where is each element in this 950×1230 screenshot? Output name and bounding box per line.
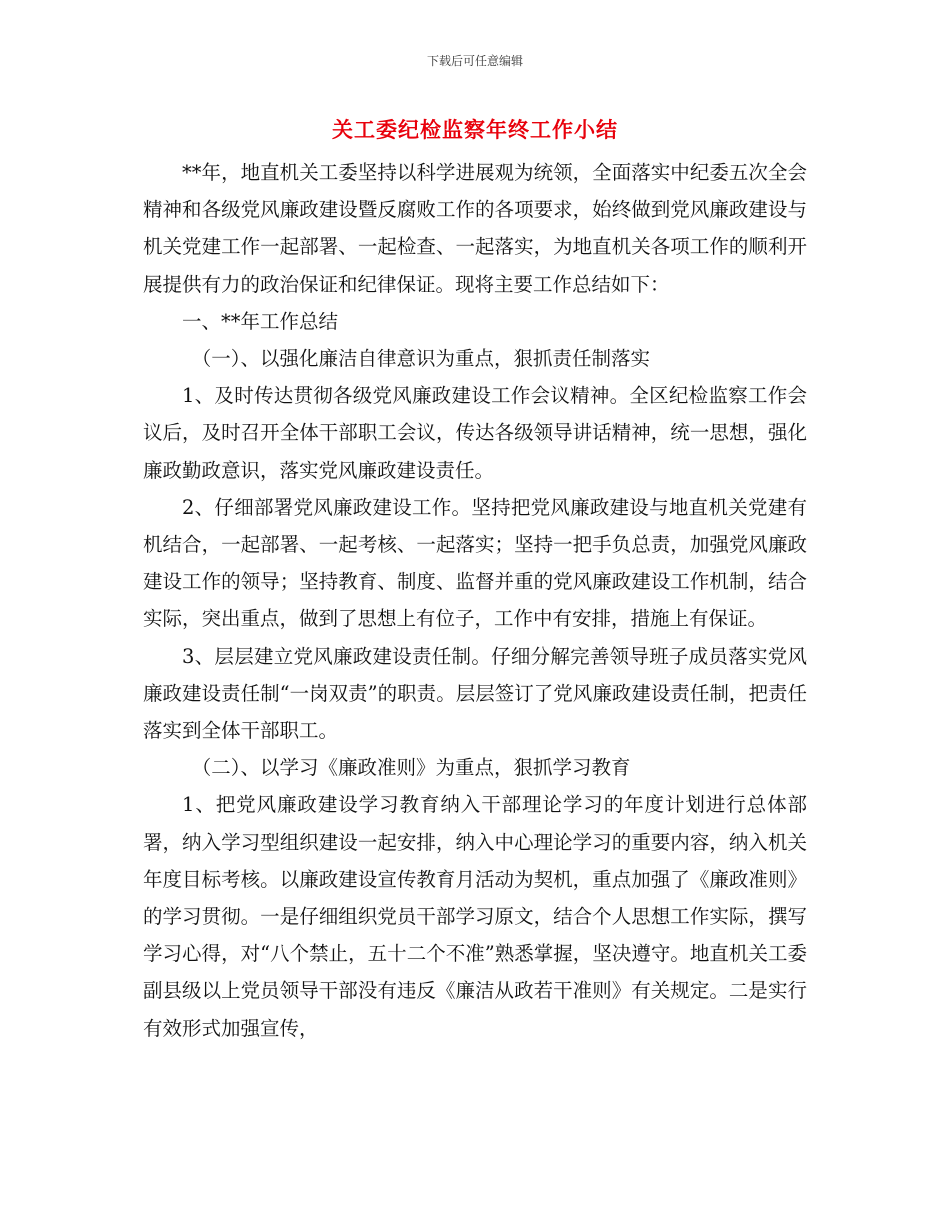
paragraph: 3、层层建立党风廉政建设责任制。仔细分解完善领导班子成员落实党风廉政建设责任制“一岗双责”的职责。层层签订了党风廉政建设责任制，把责任落实到全体干部职工。: [143, 644, 807, 743]
page-header-note: 下载后可任意编辑: [426, 54, 523, 68]
document-title: 关工委纪检监察年终工作小结: [332, 117, 618, 142]
paragraph: 1、把党风廉政建设学习教育纳入干部理论学习的年度计划进行总体部署，纳入学习型组织建设一起安排，纳入中心理论学习的重要内容，纳入机关年度目标考核。以廉政建设宣传教育月活动为契机，重点加强了《廉政准则》的学习贯彻。一是仔细组织党员干部学习原文，结合个人思想工作实际，撰写学习心得，对“八个禁止，五十二个不准”熟悉掌握，坚决遵守。地直机关工委副县级以上党员领导干部没有违反《廉洁从政若干准则》有关规定。二是实行有效形式加强宣传，: [143, 793, 807, 1040]
subsection-heading: （一）、以强化廉洁自律意识为重点，狠抓责任制落实: [191, 347, 651, 371]
paragraph: 2、仔细部署党风廉政建设工作。坚持把党风廉政建设与地直机关党建有机结合，一起部署、一起考核、一起落实；坚持一把手负总责，加强党风廉政建设工作的领导；坚持教育、制度、监督并重的党风廉政建设工作机制，结合实际，突出重点，做到了思想上有位子，工作中有安排，措施上有保证。: [143, 495, 807, 631]
intro-paragraph: **年，地直机关工委坚持以科学进展观为统领，全面落实中纪委五次全会精神和各级党风廉政建设暨反腐败工作的各项要求，始终做到党风廉政建设与机关党建工作一起部署、一起检查、一起落实，为地直机关各项工作的顺利开展提供有力的政治保证和纪律保证。现将主要工作总结如下：: [143, 161, 807, 296]
document-body: [143, 154, 807, 1047]
paragraph: 1、及时传达贯彻各级党风廉政建设工作会议精神。全区纪检监察工作会议后，及时召开全体干部职工会议，传达各级领导讲话精神，统一思想，强化廉政勤政意识，落实党风廉政建设责任。: [143, 384, 807, 482]
subsection-heading: （二）、以学习《廉政准则》为重点，狠抓学习教育: [191, 756, 631, 780]
section-heading: 一、**年工作总结: [182, 309, 339, 333]
